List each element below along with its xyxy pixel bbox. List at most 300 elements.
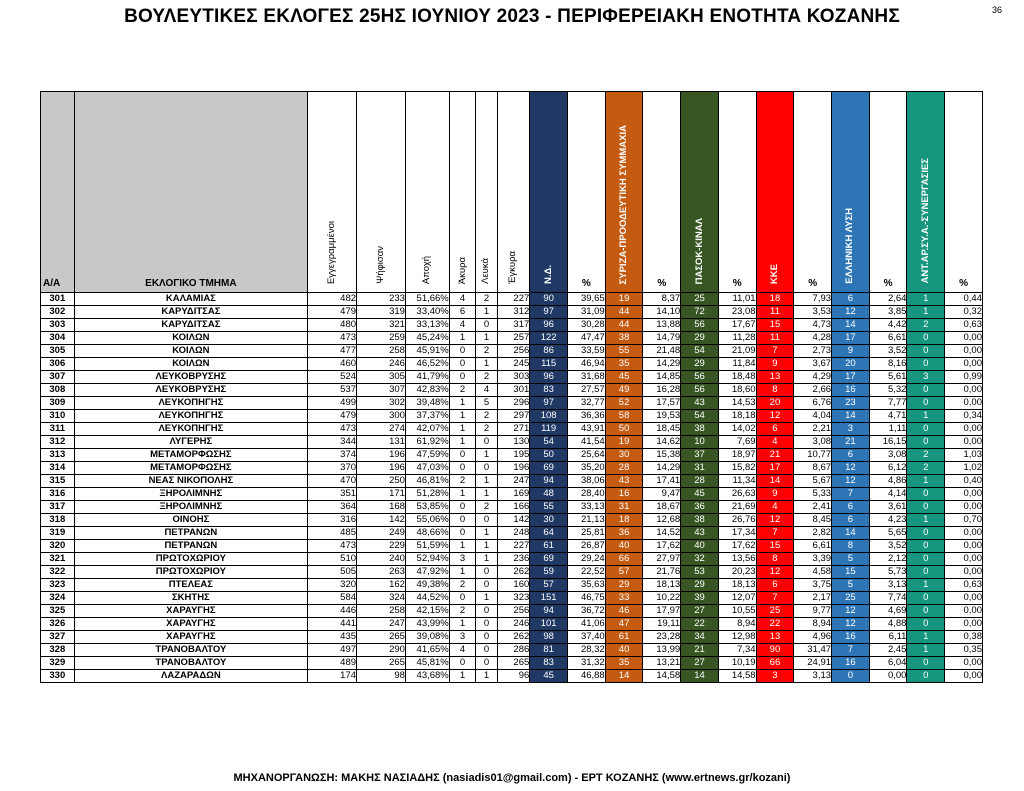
cell-aa: 324 [41,592,75,605]
cell-kke-pct: 2,82 [794,527,832,540]
cell-nd-votes: 115 [530,358,568,371]
cell-elliniki-lysi-pct: 3,61 [869,501,907,514]
cell-syriza-votes: 45 [605,371,643,384]
cell-aa: 325 [41,605,75,618]
cell-eggegrammenoi: 351 [308,488,357,501]
cell-tmima: ΠΡΩΤΟΧΩΡΙΟΥ [74,553,307,566]
cell-kke-votes: 9 [756,488,794,501]
cell-psifisan: 258 [357,345,406,358]
cell-tmima: ΛΕΥΚΟΒΡΥΣΗΣ [74,371,307,384]
cell-elliniki-lysi-pct: 2,64 [869,293,907,306]
cell-kke-pct: 5,33 [794,488,832,501]
cell-apoxi: 52,94% [405,553,449,566]
cell-eggegrammenoi: 479 [308,306,357,319]
cell-psifisan: 247 [357,618,406,631]
table-row [41,397,983,410]
cell-aa: 330 [41,670,75,683]
cell-akyra: 1 [449,410,476,423]
cell-akyra: 1 [449,670,476,683]
cell-antarsya-votes: 0 [907,540,945,553]
cell-psifisan: 250 [357,475,406,488]
cell-syriza-votes: 38 [605,332,643,345]
cell-akyra: 1 [449,618,476,631]
cell-akyra: 0 [449,358,476,371]
cell-elliniki-lysi-votes: 5 [832,579,870,592]
cell-nd-pct: 21,13 [568,514,606,527]
cell-kke-votes: 90 [756,644,794,657]
header-psifisan: Ψήφισαν [357,92,406,293]
cell-tmima: ΞΗΡΟΛΙΜΝΗΣ [74,488,307,501]
cell-psifisan: 321 [357,319,406,332]
header-eggegrammenoi: Εγγεγραμμένοι [308,92,357,293]
cell-syriza-pct: 27,97 [643,553,681,566]
cell-kke-votes: 11 [756,306,794,319]
cell-nd-pct: 46,94 [568,358,606,371]
cell-nd-votes: 64 [530,527,568,540]
cell-egkyra: 262 [497,566,530,579]
header-pct-syriza: % [643,92,681,293]
cell-tmima: ΚΟΙΛΩΝ [74,332,307,345]
cell-nd-votes: 122 [530,332,568,345]
cell-kke-pct: 10,77 [794,449,832,462]
cell-aa: 309 [41,397,75,410]
table-row [41,488,983,501]
cell-elliniki-lysi-votes: 23 [832,397,870,410]
cell-pasok-pct: 8,94 [718,618,756,631]
cell-psifisan: 307 [357,384,406,397]
cell-antarsya-pct: 0,44 [945,293,983,306]
cell-elliniki-lysi-pct: 6,04 [869,657,907,670]
results-table [40,91,983,683]
cell-antarsya-votes: 1 [907,514,945,527]
cell-akyra: 2 [449,579,476,592]
cell-antarsya-votes: 2 [907,449,945,462]
cell-syriza-pct: 13,21 [643,657,681,670]
cell-elliniki-lysi-votes: 8 [832,540,870,553]
cell-leyka: 0 [476,605,497,618]
cell-egkyra: 195 [497,449,530,462]
table-row [41,579,983,592]
cell-eggegrammenoi: 470 [308,475,357,488]
cell-elliniki-lysi-votes: 17 [832,332,870,345]
cell-kke-pct: 3,13 [794,670,832,683]
table-row [41,657,983,670]
table-row [41,592,983,605]
cell-kke-pct: 2,73 [794,345,832,358]
cell-elliniki-lysi-pct: 1,11 [869,423,907,436]
cell-pasok-votes: 27 [681,657,719,670]
cell-elliniki-lysi-pct: 5,73 [869,566,907,579]
cell-psifisan: 324 [357,592,406,605]
cell-akyra: 0 [449,592,476,605]
cell-pasok-votes: 29 [681,579,719,592]
cell-apoxi: 39,08% [405,631,449,644]
header-pct-kke: % [794,92,832,293]
cell-pasok-pct: 7,34 [718,644,756,657]
cell-syriza-votes: 40 [605,540,643,553]
cell-elliniki-lysi-votes: 9 [832,345,870,358]
table-row [41,644,983,657]
cell-nd-votes: 94 [530,605,568,618]
cell-pasok-votes: 72 [681,306,719,319]
cell-antarsya-pct: 0,35 [945,644,983,657]
cell-nd-pct: 25,81 [568,527,606,540]
cell-apoxi: 39,48% [405,397,449,410]
cell-pasok-pct: 18,13 [718,579,756,592]
cell-antarsya-pct: 0,63 [945,319,983,332]
cell-akyra: 1 [449,436,476,449]
cell-psifisan: 305 [357,371,406,384]
cell-syriza-votes: 44 [605,306,643,319]
cell-antarsya-votes: 1 [907,579,945,592]
cell-pasok-votes: 36 [681,501,719,514]
cell-aa: 311 [41,423,75,436]
cell-akyra: 1 [449,332,476,345]
cell-nd-votes: 101 [530,618,568,631]
cell-antarsya-pct: 0,00 [945,501,983,514]
cell-nd-pct: 41,06 [568,618,606,631]
header-row [41,92,983,293]
cell-elliniki-lysi-votes: 21 [832,436,870,449]
header-aa: Α/Α [41,92,75,293]
cell-akyra: 1 [449,488,476,501]
table-row [41,410,983,423]
cell-aa: 317 [41,501,75,514]
cell-pasok-votes: 28 [681,475,719,488]
cell-nd-pct: 28,40 [568,488,606,501]
cell-pasok-pct: 17,34 [718,527,756,540]
cell-leyka: 0 [476,644,497,657]
cell-aa: 307 [41,371,75,384]
cell-elliniki-lysi-pct: 3,13 [869,579,907,592]
cell-elliniki-lysi-pct: 2,12 [869,553,907,566]
cell-tmima: ΤΡΑΝΟΒΑΛΤΟΥ [74,644,307,657]
cell-antarsya-pct: 0,00 [945,384,983,397]
cell-pasok-pct: 11,34 [718,475,756,488]
cell-aa: 312 [41,436,75,449]
cell-aa: 326 [41,618,75,631]
cell-elliniki-lysi-votes: 0 [832,670,870,683]
cell-egkyra: 301 [497,384,530,397]
cell-pasok-pct: 18,60 [718,384,756,397]
cell-antarsya-pct: 0,32 [945,306,983,319]
cell-pasok-pct: 11,84 [718,358,756,371]
cell-elliniki-lysi-pct: 0,00 [869,670,907,683]
cell-apoxi: 42,83% [405,384,449,397]
cell-eggegrammenoi: 479 [308,410,357,423]
cell-kke-pct: 4,29 [794,371,832,384]
cell-kke-votes: 7 [756,345,794,358]
cell-akyra: 0 [449,462,476,475]
cell-leyka: 1 [476,306,497,319]
cell-antarsya-pct: 0,00 [945,605,983,618]
cell-syriza-pct: 16,28 [643,384,681,397]
cell-apoxi: 45,81% [405,657,449,670]
cell-antarsya-pct: 0,38 [945,631,983,644]
cell-kke-votes: 3 [756,670,794,683]
cell-pasok-pct: 12,07 [718,592,756,605]
header-party-antarsya: ΑΝΤ.ΑΡ.ΣΥ.Α.-ΣΥΝΕΡΓΑΣΙΕΣ [907,92,945,293]
cell-syriza-votes: 66 [605,553,643,566]
cell-egkyra: 196 [497,462,530,475]
cell-aa: 306 [41,358,75,371]
cell-elliniki-lysi-pct: 4,88 [869,618,907,631]
cell-pasok-pct: 21,69 [718,501,756,514]
cell-apoxi: 33,40% [405,306,449,319]
cell-leyka: 1 [476,592,497,605]
cell-egkyra: 245 [497,358,530,371]
cell-syriza-votes: 35 [605,657,643,670]
cell-nd-pct: 32,77 [568,397,606,410]
header-tmima: ΕΚΛΟΓΙΚΟ ΤΜΗΜΑ [74,92,307,293]
cell-aa: 313 [41,449,75,462]
cell-syriza-votes: 31 [605,501,643,514]
cell-aa: 321 [41,553,75,566]
cell-syriza-pct: 14,85 [643,371,681,384]
cell-leyka: 0 [476,631,497,644]
cell-syriza-pct: 10,22 [643,592,681,605]
cell-antarsya-pct: 0,40 [945,475,983,488]
cell-syriza-votes: 44 [605,319,643,332]
cell-nd-votes: 69 [530,462,568,475]
cell-elliniki-lysi-pct: 8,16 [869,358,907,371]
cell-psifisan: 259 [357,332,406,345]
cell-elliniki-lysi-votes: 14 [832,319,870,332]
cell-eggegrammenoi: 485 [308,527,357,540]
cell-elliniki-lysi-pct: 6,11 [869,631,907,644]
cell-akyra: 0 [449,449,476,462]
cell-akyra: 1 [449,397,476,410]
cell-elliniki-lysi-pct: 2,45 [869,644,907,657]
cell-syriza-votes: 33 [605,592,643,605]
cell-apoxi: 43,68% [405,670,449,683]
cell-pasok-votes: 54 [681,410,719,423]
cell-syriza-pct: 14,79 [643,332,681,345]
cell-antarsya-votes: 0 [907,332,945,345]
cell-kke-votes: 15 [756,540,794,553]
cell-tmima: ΧΑΡΑΥΓΗΣ [74,605,307,618]
cell-nd-pct: 47,47 [568,332,606,345]
cell-nd-pct: 25,64 [568,449,606,462]
cell-nd-pct: 46,75 [568,592,606,605]
cell-elliniki-lysi-votes: 12 [832,618,870,631]
cell-nd-pct: 29,24 [568,553,606,566]
cell-nd-pct: 41,54 [568,436,606,449]
cell-eggegrammenoi: 473 [308,423,357,436]
cell-akyra: 3 [449,631,476,644]
cell-tmima: ΚΑΡΥΔΙΤΣΑΣ [74,306,307,319]
header-party-syriza: ΣΥΡΙΖΑ-ΠΡΟΟΔΕΥΤΙΚΗ ΣΥΜΜΑΧΙΑ [605,92,643,293]
cell-kke-votes: 9 [756,358,794,371]
cell-tmima: ΠΤΕΛΕΑΣ [74,579,307,592]
cell-nd-votes: 59 [530,566,568,579]
cell-syriza-pct: 19,53 [643,410,681,423]
cell-antarsya-votes: 1 [907,631,945,644]
cell-apoxi: 43,99% [405,618,449,631]
cell-kke-votes: 12 [756,566,794,579]
cell-kke-pct: 4,04 [794,410,832,423]
cell-pasok-pct: 12,98 [718,631,756,644]
cell-syriza-votes: 49 [605,384,643,397]
cell-nd-votes: 83 [530,657,568,670]
cell-psifisan: 171 [357,488,406,501]
table-row [41,345,983,358]
cell-pasok-votes: 14 [681,670,719,683]
cell-kke-votes: 17 [756,462,794,475]
cell-aa: 302 [41,306,75,319]
table-row [41,631,983,644]
cell-elliniki-lysi-pct: 3,85 [869,306,907,319]
cell-pasok-pct: 18,18 [718,410,756,423]
cell-pasok-pct: 14,53 [718,397,756,410]
cell-psifisan: 302 [357,397,406,410]
cell-aa: 329 [41,657,75,670]
cell-nd-pct: 37,40 [568,631,606,644]
cell-pasok-votes: 43 [681,527,719,540]
cell-elliniki-lysi-votes: 16 [832,657,870,670]
cell-nd-pct: 43,91 [568,423,606,436]
cell-antarsya-pct: 0,00 [945,553,983,566]
cell-egkyra: 303 [497,371,530,384]
cell-syriza-pct: 14,29 [643,358,681,371]
table-row [41,436,983,449]
cell-elliniki-lysi-pct: 16,15 [869,436,907,449]
cell-syriza-votes: 52 [605,397,643,410]
cell-apoxi: 46,81% [405,475,449,488]
cell-egkyra: 265 [497,657,530,670]
cell-nd-pct: 26,87 [568,540,606,553]
cell-syriza-pct: 13,99 [643,644,681,657]
cell-psifisan: 98 [357,670,406,683]
cell-leyka: 2 [476,345,497,358]
cell-leyka: 2 [476,371,497,384]
cell-kke-votes: 14 [756,475,794,488]
cell-elliniki-lysi-votes: 6 [832,293,870,306]
cell-elliniki-lysi-pct: 4,86 [869,475,907,488]
cell-syriza-votes: 43 [605,475,643,488]
cell-pasok-pct: 11,01 [718,293,756,306]
cell-apoxi: 42,15% [405,605,449,618]
cell-nd-votes: 97 [530,397,568,410]
cell-leyka: 1 [476,332,497,345]
header-pct-pasok: % [718,92,756,293]
cell-eggegrammenoi: 499 [308,397,357,410]
cell-elliniki-lysi-pct: 7,77 [869,397,907,410]
cell-kke-votes: 13 [756,371,794,384]
cell-elliniki-lysi-pct: 4,23 [869,514,907,527]
cell-nd-votes: 83 [530,384,568,397]
cell-antarsya-votes: 0 [907,397,945,410]
cell-syriza-votes: 47 [605,618,643,631]
cell-nd-pct: 27,57 [568,384,606,397]
cell-tmima: ΚΑΛΑΜΙΑΣ [74,293,307,306]
cell-egkyra: 169 [497,488,530,501]
cell-egkyra: 271 [497,423,530,436]
cell-nd-votes: 96 [530,319,568,332]
cell-aa: 304 [41,332,75,345]
cell-tmima: ΜΕΤΑΜΟΡΦΩΣΗΣ [74,449,307,462]
cell-leyka: 1 [476,670,497,683]
cell-egkyra: 142 [497,514,530,527]
cell-antarsya-votes: 1 [907,293,945,306]
header-akyra: Άκυρα [449,92,476,293]
cell-syriza-pct: 8,37 [643,293,681,306]
cell-nd-pct: 46,88 [568,670,606,683]
cell-akyra: 0 [449,514,476,527]
cell-nd-votes: 90 [530,293,568,306]
cell-eggegrammenoi: 344 [308,436,357,449]
cell-apoxi: 41,79% [405,371,449,384]
cell-eggegrammenoi: 584 [308,592,357,605]
cell-egkyra: 246 [497,618,530,631]
cell-syriza-votes: 30 [605,449,643,462]
cell-akyra: 3 [449,553,476,566]
cell-pasok-pct: 18,48 [718,371,756,384]
header-pct-antarsya: % [945,92,983,293]
cell-apoxi: 51,66% [405,293,449,306]
cell-elliniki-lysi-pct: 3,08 [869,449,907,462]
cell-leyka: 0 [476,436,497,449]
cell-elliniki-lysi-votes: 16 [832,631,870,644]
cell-tmima: ΠΕΤΡΑΝΩΝ [74,527,307,540]
cell-elliniki-lysi-votes: 6 [832,501,870,514]
cell-antarsya-pct: 0,34 [945,410,983,423]
cell-antarsya-pct: 1,03 [945,449,983,462]
cell-kke-pct: 3,75 [794,579,832,592]
cell-akyra: 0 [449,345,476,358]
cell-kke-pct: 6,76 [794,397,832,410]
cell-elliniki-lysi-votes: 5 [832,553,870,566]
cell-kke-pct: 2,66 [794,384,832,397]
table-row [41,475,983,488]
cell-elliniki-lysi-pct: 3,52 [869,540,907,553]
table-row [41,293,983,306]
cell-pasok-votes: 53 [681,566,719,579]
cell-tmima: ΛΕΥΚΟΠΗΓΗΣ [74,423,307,436]
cell-aa: 316 [41,488,75,501]
cell-pasok-votes: 56 [681,384,719,397]
cell-akyra: 4 [449,293,476,306]
cell-eggegrammenoi: 473 [308,540,357,553]
cell-kke-votes: 8 [756,553,794,566]
header-pct-elliniki-lysi: % [869,92,907,293]
cell-kke-pct: 7,93 [794,293,832,306]
cell-leyka: 1 [476,553,497,566]
cell-eggegrammenoi: 320 [308,579,357,592]
cell-antarsya-pct: 0,63 [945,579,983,592]
cell-kke-pct: 3,53 [794,306,832,319]
cell-pasok-votes: 39 [681,592,719,605]
cell-leyka: 0 [476,618,497,631]
cell-antarsya-pct: 0,99 [945,371,983,384]
cell-psifisan: 290 [357,644,406,657]
table-row [41,449,983,462]
cell-antarsya-votes: 0 [907,566,945,579]
header-party-pasok: ΠΑΣΟΚ-ΚΙΝΑΛ [681,92,719,293]
cell-egkyra: 257 [497,332,530,345]
cell-tmima: ΧΑΡΑΥΓΗΣ [74,618,307,631]
cell-syriza-votes: 58 [605,410,643,423]
cell-eggegrammenoi: 364 [308,501,357,514]
cell-leyka: 1 [476,475,497,488]
cell-antarsya-votes: 0 [907,423,945,436]
cell-egkyra: 262 [497,631,530,644]
cell-pasok-votes: 56 [681,371,719,384]
cell-akyra: 6 [449,306,476,319]
cell-nd-pct: 36,36 [568,410,606,423]
cell-pasok-votes: 37 [681,449,719,462]
cell-psifisan: 258 [357,605,406,618]
